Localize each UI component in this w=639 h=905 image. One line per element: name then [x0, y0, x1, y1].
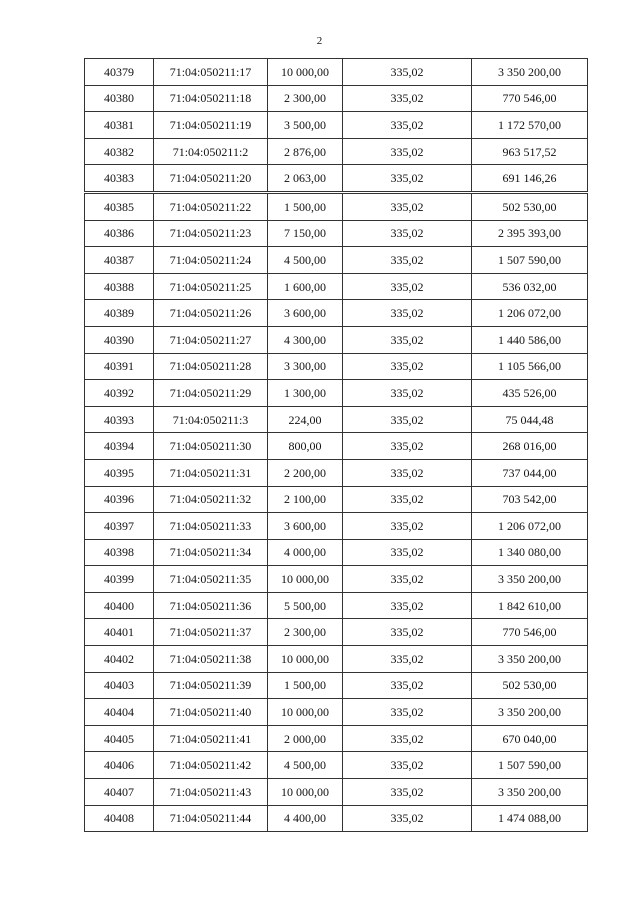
table-body [85, 59, 588, 832]
specific-value-cell: 335,02 [343, 326, 472, 353]
cadastral-value-cell: 1 507 590,00 [472, 247, 588, 274]
cadastral-value-cell: 75 044,48 [472, 406, 588, 433]
table-row [85, 779, 588, 806]
area-cell: 2 100,00 [268, 486, 343, 513]
specific-value-cell: 335,02 [343, 59, 472, 86]
area-cell: 3 600,00 [268, 300, 343, 327]
area-cell: 1 600,00 [268, 273, 343, 300]
cadastral-number-cell: 71:04:050211:38 [154, 646, 268, 673]
table-row [85, 192, 588, 220]
table-row [85, 112, 588, 139]
row-number-cell: 40401 [85, 619, 154, 646]
cadastral-number-cell: 71:04:050211:37 [154, 619, 268, 646]
cadastral-number-cell: 71:04:050211:27 [154, 326, 268, 353]
area-cell: 4 000,00 [268, 539, 343, 566]
table-row [85, 459, 588, 486]
specific-value-cell: 335,02 [343, 672, 472, 699]
page-number: 2 [316, 35, 323, 47]
table-row [85, 165, 588, 193]
cadastral-value-cell: 770 546,00 [472, 619, 588, 646]
area-cell: 4 400,00 [268, 805, 343, 832]
specific-value-cell: 335,02 [343, 247, 472, 274]
specific-value-cell: 335,02 [343, 138, 472, 165]
cadastral-value-cell: 1 105 566,00 [472, 353, 588, 380]
cadastral-value-cell: 770 546,00 [472, 85, 588, 112]
area-cell: 224,00 [268, 406, 343, 433]
area-cell: 2 000,00 [268, 725, 343, 752]
row-number-cell: 40403 [85, 672, 154, 699]
cadastral-number-cell: 71:04:050211:40 [154, 699, 268, 726]
area-cell: 1 500,00 [268, 672, 343, 699]
area-cell: 10 000,00 [268, 59, 343, 86]
table-row [85, 138, 588, 165]
specific-value-cell: 335,02 [343, 165, 472, 193]
cadastral-number-cell: 71:04:050211:43 [154, 779, 268, 806]
cadastral-value-cell: 1 206 072,00 [472, 513, 588, 540]
row-number-cell: 40407 [85, 779, 154, 806]
table-row [85, 326, 588, 353]
cadastral-number-cell: 71:04:050211:3 [154, 406, 268, 433]
cadastral-value-cell: 3 350 200,00 [472, 59, 588, 86]
specific-value-cell: 335,02 [343, 85, 472, 112]
table-row [85, 539, 588, 566]
table-row [85, 646, 588, 673]
row-number-cell: 40385 [85, 192, 154, 220]
area-cell: 1 300,00 [268, 380, 343, 407]
specific-value-cell: 335,02 [343, 486, 472, 513]
area-cell: 2 063,00 [268, 165, 343, 193]
row-number-cell: 40398 [85, 539, 154, 566]
row-number-cell: 40387 [85, 247, 154, 274]
cadastral-number-cell: 71:04:050211:44 [154, 805, 268, 832]
cadastral-number-cell: 71:04:050211:22 [154, 192, 268, 220]
specific-value-cell: 335,02 [343, 112, 472, 139]
row-number-cell: 40382 [85, 138, 154, 165]
cadastral-number-cell: 71:04:050211:29 [154, 380, 268, 407]
specific-value-cell: 335,02 [343, 619, 472, 646]
cadastral-number-cell: 71:04:050211:24 [154, 247, 268, 274]
specific-value-cell: 335,02 [343, 513, 472, 540]
row-number-cell: 40380 [85, 85, 154, 112]
specific-value-cell: 335,02 [343, 752, 472, 779]
table-row [85, 752, 588, 779]
cadastral-number-cell: 71:04:050211:20 [154, 165, 268, 193]
cadastral-number-cell: 71:04:050211:18 [154, 85, 268, 112]
table-row [85, 619, 588, 646]
area-cell: 2 200,00 [268, 459, 343, 486]
specific-value-cell: 335,02 [343, 539, 472, 566]
table-row [85, 513, 588, 540]
cadastral-number-cell: 71:04:050211:30 [154, 433, 268, 460]
cadastral-value-cell: 737 044,00 [472, 459, 588, 486]
area-cell: 3 300,00 [268, 353, 343, 380]
cadastral-number-cell: 71:04:050211:34 [154, 539, 268, 566]
row-number-cell: 40383 [85, 165, 154, 193]
cadastral-value-cell: 703 542,00 [472, 486, 588, 513]
row-number-cell: 40400 [85, 592, 154, 619]
specific-value-cell: 335,02 [343, 779, 472, 806]
area-cell: 2 300,00 [268, 619, 343, 646]
table-row [85, 59, 588, 86]
cadastral-value-cell: 1 507 590,00 [472, 752, 588, 779]
row-number-cell: 40397 [85, 513, 154, 540]
table-row [85, 85, 588, 112]
cadastral-value-cell: 435 526,00 [472, 380, 588, 407]
row-number-cell: 40402 [85, 646, 154, 673]
cadastral-value-table [84, 58, 588, 832]
cadastral-value-cell: 1 440 586,00 [472, 326, 588, 353]
specific-value-cell: 335,02 [343, 353, 472, 380]
specific-value-cell: 335,02 [343, 725, 472, 752]
cadastral-value-cell: 670 040,00 [472, 725, 588, 752]
area-cell: 800,00 [268, 433, 343, 460]
registry-sheet [84, 58, 587, 832]
table-row [85, 725, 588, 752]
specific-value-cell: 335,02 [343, 433, 472, 460]
area-cell: 10 000,00 [268, 699, 343, 726]
cadastral-number-cell: 71:04:050211:42 [154, 752, 268, 779]
specific-value-cell: 335,02 [343, 646, 472, 673]
row-number-cell: 40399 [85, 566, 154, 593]
table-row [85, 433, 588, 460]
table-row [85, 380, 588, 407]
row-number-cell: 40406 [85, 752, 154, 779]
table-row [85, 406, 588, 433]
area-cell: 3 500,00 [268, 112, 343, 139]
area-cell: 7 150,00 [268, 220, 343, 247]
cadastral-value-cell: 2 395 393,00 [472, 220, 588, 247]
cadastral-value-cell: 3 350 200,00 [472, 699, 588, 726]
row-number-cell: 40386 [85, 220, 154, 247]
area-cell: 5 500,00 [268, 592, 343, 619]
specific-value-cell: 335,02 [343, 592, 472, 619]
cadastral-value-cell: 268 016,00 [472, 433, 588, 460]
cadastral-value-cell: 1 340 080,00 [472, 539, 588, 566]
cadastral-number-cell: 71:04:050211:23 [154, 220, 268, 247]
row-number-cell: 40379 [85, 59, 154, 86]
specific-value-cell: 335,02 [343, 699, 472, 726]
specific-value-cell: 335,02 [343, 192, 472, 220]
cadastral-value-cell: 536 032,00 [472, 273, 588, 300]
specific-value-cell: 335,02 [343, 220, 472, 247]
area-cell: 4 500,00 [268, 247, 343, 274]
row-number-cell: 40404 [85, 699, 154, 726]
cadastral-number-cell: 71:04:050211:28 [154, 353, 268, 380]
cadastral-number-cell: 71:04:050211:36 [154, 592, 268, 619]
area-cell: 10 000,00 [268, 566, 343, 593]
table-row [85, 220, 588, 247]
row-number-cell: 40390 [85, 326, 154, 353]
specific-value-cell: 335,02 [343, 805, 472, 832]
row-number-cell: 40408 [85, 805, 154, 832]
area-cell: 2 300,00 [268, 85, 343, 112]
table-row [85, 247, 588, 274]
table-row [85, 273, 588, 300]
cadastral-number-cell: 71:04:050211:2 [154, 138, 268, 165]
cadastral-number-cell: 71:04:050211:41 [154, 725, 268, 752]
cadastral-number-cell: 71:04:050211:39 [154, 672, 268, 699]
specific-value-cell: 335,02 [343, 273, 472, 300]
table-row [85, 805, 588, 832]
area-cell: 10 000,00 [268, 779, 343, 806]
cadastral-value-cell: 691 146,26 [472, 165, 588, 193]
cadastral-number-cell: 71:04:050211:19 [154, 112, 268, 139]
cadastral-number-cell: 71:04:050211:33 [154, 513, 268, 540]
specific-value-cell: 335,02 [343, 566, 472, 593]
area-cell: 10 000,00 [268, 646, 343, 673]
table-row [85, 353, 588, 380]
cadastral-value-cell: 3 350 200,00 [472, 646, 588, 673]
cadastral-value-cell: 1 172 570,00 [472, 112, 588, 139]
cadastral-value-cell: 1 206 072,00 [472, 300, 588, 327]
table-row [85, 300, 588, 327]
cadastral-value-cell: 502 530,00 [472, 192, 588, 220]
cadastral-value-cell: 3 350 200,00 [472, 779, 588, 806]
specific-value-cell: 335,02 [343, 300, 472, 327]
area-cell: 4 300,00 [268, 326, 343, 353]
cadastral-value-cell: 502 530,00 [472, 672, 588, 699]
row-number-cell: 40389 [85, 300, 154, 327]
area-cell: 3 600,00 [268, 513, 343, 540]
specific-value-cell: 335,02 [343, 459, 472, 486]
table-row [85, 566, 588, 593]
table-row [85, 699, 588, 726]
table-row [85, 592, 588, 619]
specific-value-cell: 335,02 [343, 380, 472, 407]
cadastral-number-cell: 71:04:050211:25 [154, 273, 268, 300]
row-number-cell: 40396 [85, 486, 154, 513]
row-number-cell: 40391 [85, 353, 154, 380]
cadastral-value-cell: 1 474 088,00 [472, 805, 588, 832]
specific-value-cell: 335,02 [343, 406, 472, 433]
row-number-cell: 40381 [85, 112, 154, 139]
cadastral-number-cell: 71:04:050211:32 [154, 486, 268, 513]
cadastral-value-cell: 1 842 610,00 [472, 592, 588, 619]
row-number-cell: 40395 [85, 459, 154, 486]
row-number-cell: 40388 [85, 273, 154, 300]
table-row [85, 672, 588, 699]
row-number-cell: 40392 [85, 380, 154, 407]
cadastral-number-cell: 71:04:050211:26 [154, 300, 268, 327]
area-cell: 1 500,00 [268, 192, 343, 220]
cadastral-number-cell: 71:04:050211:17 [154, 59, 268, 86]
cadastral-number-cell: 71:04:050211:35 [154, 566, 268, 593]
row-number-cell: 40405 [85, 725, 154, 752]
area-cell: 4 500,00 [268, 752, 343, 779]
area-cell: 2 876,00 [268, 138, 343, 165]
row-number-cell: 40394 [85, 433, 154, 460]
table-row [85, 486, 588, 513]
cadastral-value-cell: 963 517,52 [472, 138, 588, 165]
row-number-cell: 40393 [85, 406, 154, 433]
cadastral-value-cell: 3 350 200,00 [472, 566, 588, 593]
cadastral-number-cell: 71:04:050211:31 [154, 459, 268, 486]
